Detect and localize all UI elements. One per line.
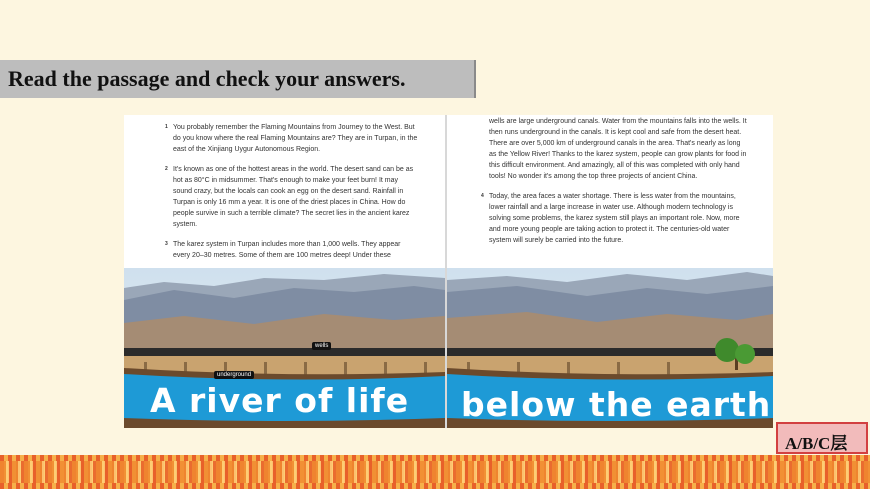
paragraph-text: Today, the area faces a water shortage. There is less water from the mountains, lower rainfall and a large increase in water use. Although modern technology is solving some problems, the karez system still plays an important role. Now, more and more young people are taking action to protect it. The centuries-old water system will surely be carried into the future. [489,193,740,244]
decorative-footer-border [0,455,870,489]
banner-title-left: A river of life [150,381,410,420]
paragraph-number: 1 [165,124,168,130]
paragraph-1 [165,122,418,155]
right-page-text [481,116,749,255]
paragraph-text: You probably remember the Flaming Mountains from Journey to the West. But do you know where the real Flaming Mountains are? They are in Turpan, in the east of the Xinjiang Uygur Autonomous Region. [173,124,418,153]
paragraph-3-continued [489,116,749,182]
paragraph-2 [165,164,418,230]
level-label: A/B/C层 [785,434,848,453]
paragraph-number: 3 [165,241,168,247]
paragraph-4 [481,191,749,246]
level-badge [776,422,868,454]
paragraph-3 [165,239,418,261]
textbook-page-left [124,115,445,428]
underground-label: underground [214,371,254,379]
instruction-heading-box [0,60,476,98]
paragraph-text: It's known as one of the hottest areas in the world. The desert sand can be as hot as 80°C in midsummer. That's enough to make your feet burn! It may sound crazy, but the locals can cook an egg on the desert sand. Rainfall in Turpan is only 16 mm a year. It is one of the driest places in China. How do people survive in such a terrible climate? The secret lies in the ancient karez system. [173,166,414,228]
instruction-heading: Read the passage and check your answers. [8,66,406,91]
paragraph-text: The karez system in Turpan includes more than 1,000 wells. They appear every 20–30 metres. Some of them are 100 metres deep! Under these [173,241,401,259]
left-page-text [165,122,418,270]
banner-title-right: below the earth [461,385,772,424]
paragraph-text: wells are large underground canals. Water from the mountains falls into the wells. It then runs underground in the canals. It is kept cool and safe from the desert heat. There are over 5,000 km of underground canals in the area. That's nearly as long as the Yellow River! Thanks to the karez system, people can grow plants for food in this difficult environment. And amazingly, all of this was completed with only hand tools! No wonder it's among the top three projects of ancient China. [489,118,747,180]
textbook-page-right [447,115,773,428]
wells-label: wells [312,342,331,350]
paragraph-number: 2 [165,166,168,172]
paragraph-number: 4 [481,193,484,199]
